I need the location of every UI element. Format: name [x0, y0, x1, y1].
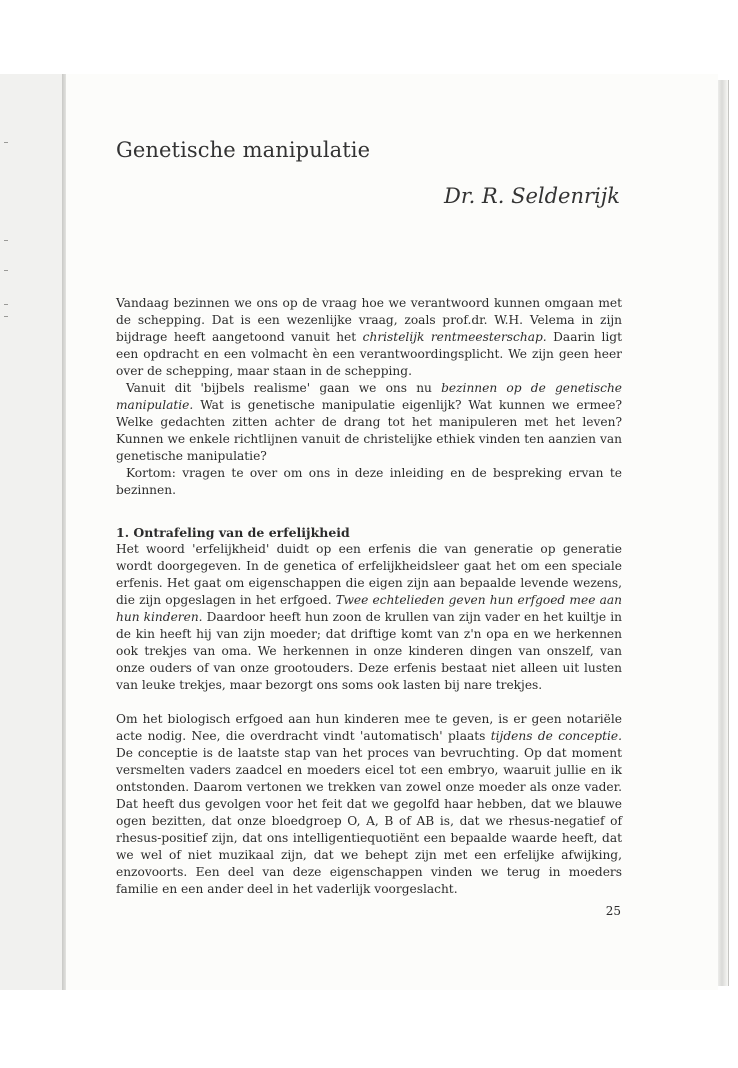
section-heading: 1. Ontrafeling van de erfelijkheid — [116, 525, 350, 540]
section-paragraph-1: Het woord 'erfelijkheid' duidt op een erfenis die van generatie op generatie wordt doorgegeven. In de genetica of erfelijkheidsleer gaat het om een speciale erfenis. Het gaat om eigenschappen die eigen zijn aan bepaalde levende wezens, die zijn opgeslagen in het erfgoed. Twee echtelieden geven hun erfgoed mee aan hun kinderen. Daardoor heeft hun zoon de krullen van zijn vader en het kuiltje in de kin heeft hij van zijn moeder; dat driftige komt van z'n opa en we herkennen ook trekjes van oma. We herkennen in onze kinderen dingen van onszelf, van onze ouders of van onze grootouders. Deze erfenis bestaat niet alleen uit lusten van leuke trekjes, maar bezorgt ons soms ook lasten bij nare trekjes. — [116, 542, 622, 692]
article-title: Genetische manipulatie — [116, 138, 371, 162]
page-stack-edge — [718, 80, 729, 986]
intro-paragraph-3: Kortom: vragen te over om ons in deze inleiding en de bespreking ervan te bezinnen. — [116, 466, 622, 497]
article-body — [116, 295, 622, 898]
margin-mark — [4, 304, 8, 305]
intro-paragraph-2: Vanuit dit 'bijbels realisme' gaan we ons nu bezinnen op de genetische manipulatie. Wat is genetische manipulatie eigenlijk? Wat kunnen we ermee? Welke gedachten zitten achter de drang tot het manipuleren met het leven? Kunnen we enkele richtlijnen vanuit de christelijke ethiek vinden ten aanzien van genetische manipulatie? — [116, 381, 623, 463]
section-paragraph-2: Om het biologisch erfgoed aan hun kinderen mee te geven, is er geen notariële acte nodig. Nee, die overdracht vindt 'automatisch' plaats tijdens de conceptie. De conceptie is de laatste stap van het proces van bevruchting. Op dat moment versmelten vaders zaadcel en moeders eicel tot een embryo, waaruit jullie en ik ontstonden. Daarom vertonen we trekken van zowel onze moeder als onze vader. Dat heeft dus gevolgen voor het feit dat we gegolfd haar hebben, dat we blauwe ogen bezitten, dat onze bloedgroep O, A, B of AB is, dat we rhesus-negatief of rhesus-positief zijn, dat ons intelligentiequotiënt een bepaalde waarde heeft, dat we wel of niet muzikaal zijn, dat we behept zijn met een erfelijke afwijking, enzovoorts. Een deel van deze eigenschappen vinden we terug in moeders familie en een ander deel in het vaderlijk voorgeslacht. — [116, 712, 622, 896]
margin-mark — [4, 270, 8, 271]
margin-mark — [4, 316, 8, 317]
intro-paragraph-1: Vandaag bezinnen we ons op de vraag hoe we verantwoord kunnen omgaan met de schepping. Dat is een wezenlijke vraag, zoals prof.dr. W.H. Velema in zijn bijdrage heeft aangetoond vanuit het christelijk rentmeesterschap. Daarin ligt een opdracht en een volmacht èn een verantwoordingsplicht. We zijn geen heer over de schepping, maar staan in de schepping. — [116, 296, 622, 378]
margin-mark — [4, 240, 8, 241]
margin-mark — [4, 142, 8, 143]
facing-page-edge — [0, 74, 65, 990]
article-author: Dr. R. Seldenrijk — [444, 184, 620, 208]
page-number: 25 — [605, 904, 621, 918]
